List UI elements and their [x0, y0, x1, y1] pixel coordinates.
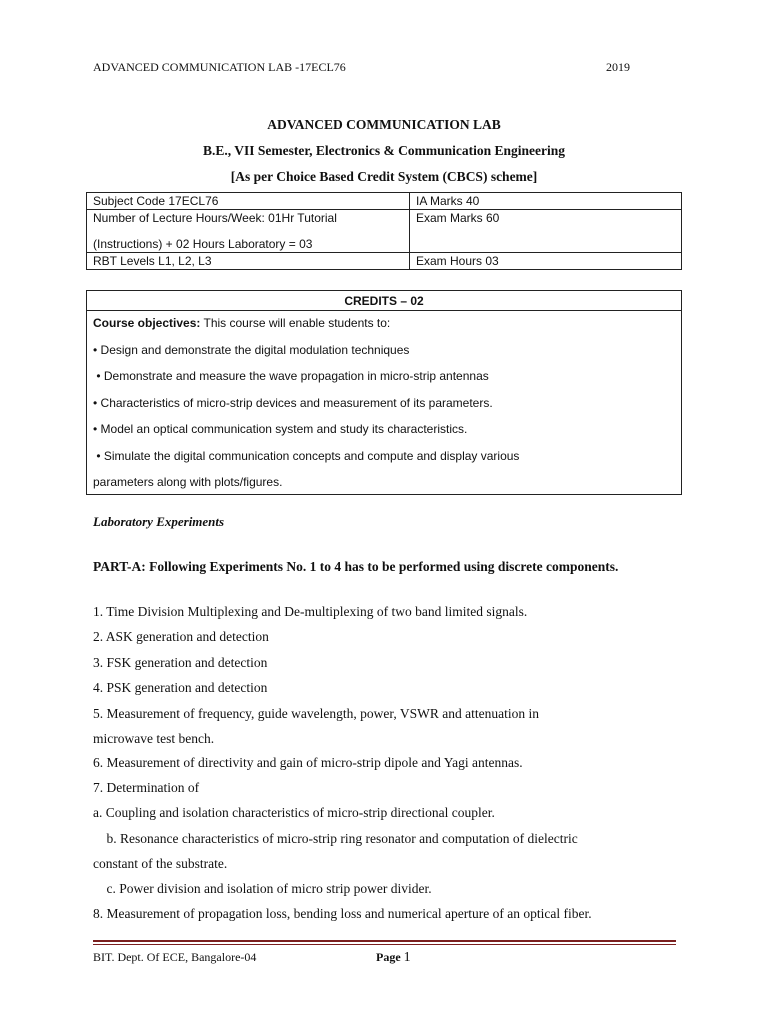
- objective-item: • Characteristics of micro-strip devices and measurement of its parameters.: [93, 395, 493, 410]
- doc-scheme: [As per Choice Based Credit System (CBCS) scheme]: [230, 169, 538, 184]
- exam-marks-cell: Exam Marks 60: [410, 210, 682, 253]
- table-row: [87, 210, 682, 253]
- header-year: 2019: [606, 60, 630, 74]
- objectives-intro-line: [93, 313, 675, 340]
- course-objectives: [87, 311, 681, 494]
- experiment-item: 3. FSK generation and detection: [93, 655, 268, 670]
- header-left: ADVANCED COMMUNICATION LAB -17ECL76: [93, 60, 346, 74]
- rbt-levels-cell: RBT Levels L1, L2, L3: [87, 253, 410, 270]
- objective-item: parameters along with plots/figures.: [93, 475, 283, 489]
- footer-dept: BIT. Dept. Of ECE, Bangalore-04: [93, 950, 257, 964]
- objectives-label: Course objectives:: [93, 316, 201, 330]
- credits-box: [86, 290, 682, 495]
- objectives-intro: This course will enable students to:: [200, 316, 391, 330]
- experiment-item: constant of the substrate.: [93, 856, 228, 871]
- experiment-item: microwave test bench.: [93, 731, 215, 746]
- doc-subtitle: B.E., VII Semester, Electronics & Communication Engineering: [203, 143, 565, 158]
- experiment-item: 8. Measurement of propagation loss, bending loss and numerical aperture of an optical fiber.: [93, 906, 592, 921]
- lecture-hours-line-1: Number of Lecture Hours/Week: 01Hr Tutorial: [93, 211, 337, 225]
- experiment-item: 7. Determination of: [93, 780, 200, 795]
- exam-hours-cell: Exam Hours 03: [410, 253, 682, 270]
- objective-item: • Model an optical communication system and study its characteristics.: [93, 422, 468, 436]
- experiment-item: b. Resonance characteristics of micro-strip ring resonator and computation of dielectric: [93, 831, 578, 846]
- subject-code-cell: Subject Code 17ECL76: [87, 193, 410, 210]
- objective-item: • Design and demonstrate the digital modulation techniques: [93, 342, 410, 357]
- experiment-item: 5. Measurement of frequency, guide wavelength, power, VSWR and attenuation in: [93, 706, 539, 721]
- objective-item: • Demonstrate and measure the wave propagation in micro-strip antennas: [93, 369, 489, 383]
- footer-rule-thin: [93, 944, 676, 945]
- experiment-item: 2. ASK generation and detection: [93, 629, 269, 644]
- footer-page: [376, 950, 411, 966]
- experiment-item: 1. Time Division Multiplexing and De-multiplexing of two band limited signals.: [93, 604, 528, 619]
- objective-item: • Simulate the digital communication concepts and compute and display various: [93, 448, 520, 463]
- part-a-heading: PART-A: Following Experiments No. 1 to 4 has to be performed using discrete components.: [93, 559, 619, 574]
- footer-rule: [93, 940, 676, 942]
- credits-heading: CREDITS – 02: [87, 291, 681, 311]
- table-row: [87, 193, 682, 210]
- page-label: Page: [376, 950, 401, 964]
- table-row: [87, 253, 682, 270]
- experiment-item: c. Power division and isolation of micro strip power divider.: [93, 881, 432, 896]
- experiment-item: 6. Measurement of directivity and gain of micro-strip dipole and Yagi antennas.: [93, 755, 523, 770]
- doc-title: ADVANCED COMMUNICATION LAB: [267, 117, 501, 132]
- lab-experiments-heading: Laboratory Experiments: [93, 514, 225, 529]
- experiment-item: 4. PSK generation and detection: [93, 680, 268, 695]
- ia-marks-cell: IA Marks 40: [410, 193, 682, 210]
- lecture-hours-cell: [87, 210, 410, 253]
- course-info-table: [86, 192, 682, 270]
- lecture-hours-line-2: (Instructions) + 02 Hours Laboratory = 03: [93, 237, 313, 251]
- experiment-item: a. Coupling and isolation characteristics of micro-strip directional coupler.: [93, 805, 495, 820]
- page-number: 1: [403, 950, 411, 965]
